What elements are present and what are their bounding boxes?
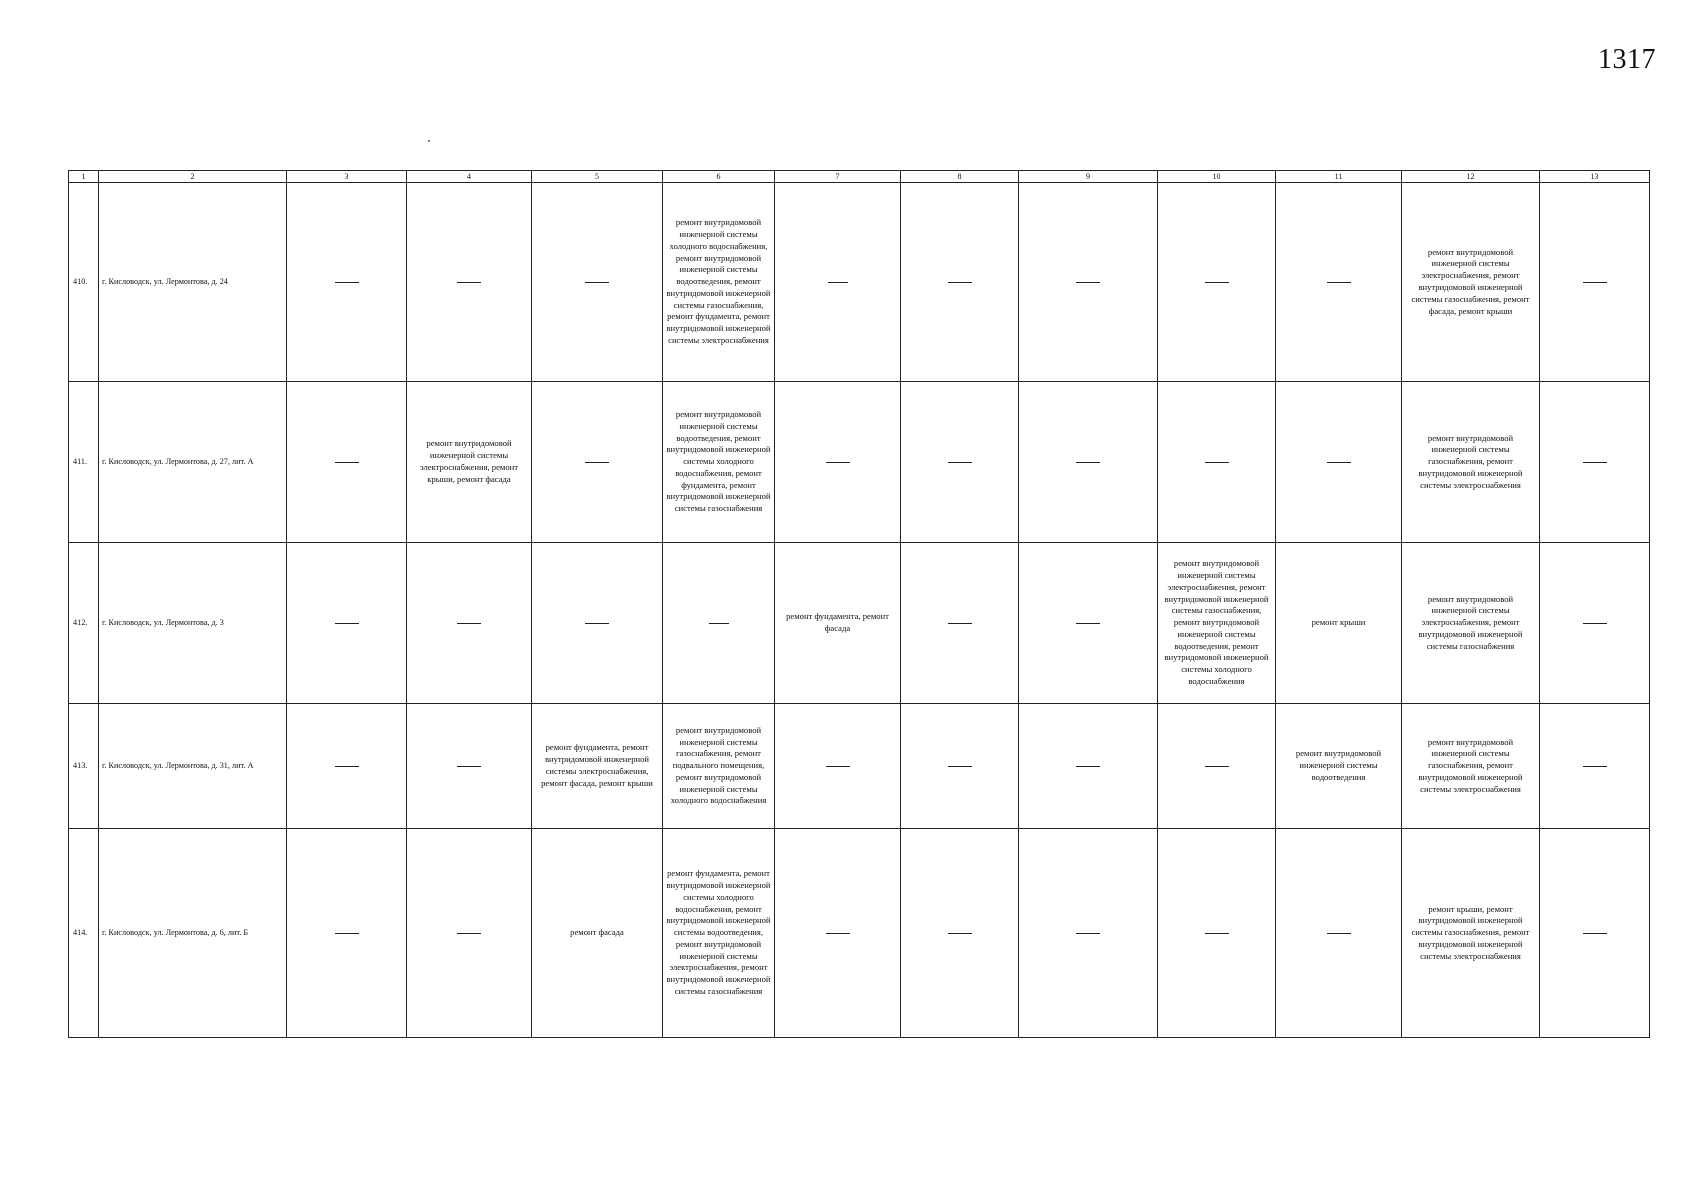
cell-c4 (407, 183, 532, 382)
cell-c12: ремонт внутридомовой инженерной системы газоснабжения, ремонт внутридомовой инженерной системы электроснабжения (1402, 704, 1540, 829)
empty-dash (948, 282, 972, 283)
cell-c9 (1019, 382, 1158, 543)
cell-c6 (663, 543, 775, 704)
cell-c5 (532, 183, 663, 382)
empty-dash (1583, 623, 1607, 624)
cell-c9 (1019, 543, 1158, 704)
empty-dash (585, 462, 609, 463)
cell-c5 (532, 543, 663, 704)
column-header: 13 (1540, 171, 1650, 183)
cell-c10 (1158, 829, 1276, 1038)
cell-c4 (407, 704, 532, 829)
row-address: г. Кисловодск, ул. Лермонтова, д. 6, лит. Б (99, 829, 287, 1038)
empty-dash (335, 623, 359, 624)
empty-dash (1076, 462, 1100, 463)
empty-dash (1205, 282, 1229, 283)
column-header: 9 (1019, 171, 1158, 183)
empty-dash (1583, 766, 1607, 767)
cell-c9 (1019, 183, 1158, 382)
empty-dash (335, 282, 359, 283)
empty-dash (457, 933, 481, 934)
cell-c7 (775, 704, 901, 829)
scan-speck (428, 140, 430, 142)
header-row (69, 171, 1650, 183)
column-header: 2 (99, 171, 287, 183)
column-header: 10 (1158, 171, 1276, 183)
cell-c10 (1158, 704, 1276, 829)
cell-c12: ремонт внутридомовой инженерной системы газоснабжения, ремонт внутридомовой инженерной системы электроснабжения (1402, 382, 1540, 543)
empty-dash (457, 623, 481, 624)
cell-c12: ремонт внутридомовой инженерной системы электроснабжения, ремонт внутридомовой инженерной системы газоснабжения (1402, 543, 1540, 704)
empty-dash (1583, 462, 1607, 463)
table-row (69, 382, 1650, 543)
empty-dash (457, 282, 481, 283)
cell-c8 (901, 543, 1019, 704)
cell-c12: ремонт внутридомовой инженерной системы электроснабжения, ремонт внутридомовой инженерной системы газоснабжения, ремонт фасада, ремонт крыши (1402, 183, 1540, 382)
empty-dash (1076, 623, 1100, 624)
cell-c6: ремонт внутридомовой инженерной системы водоотведения, ремонт внутридомовой инженерной системы холодного водоснабжения, ремонт фундамента, ремонт внутридомовой инженерной системы газоснабжения (663, 382, 775, 543)
table-row (69, 543, 1650, 704)
empty-dash (457, 766, 481, 767)
cell-c11 (1276, 829, 1402, 1038)
cell-c8 (901, 704, 1019, 829)
empty-dash (948, 623, 972, 624)
cell-c8 (901, 183, 1019, 382)
row-number: 410. (69, 183, 99, 382)
row-address: г. Кисловодск, ул. Лермонтова, д. 3 (99, 543, 287, 704)
cell-c7: ремонт фундамента, ремонт фасада (775, 543, 901, 704)
cell-c3 (287, 829, 407, 1038)
empty-dash (1327, 462, 1351, 463)
row-address: г. Кисловодск, ул. Лермонтова, д. 24 (99, 183, 287, 382)
column-header: 12 (1402, 171, 1540, 183)
empty-dash (948, 766, 972, 767)
cell-c12: ремонт крыши, ремонт внутридомовой инженерной системы газоснабжения, ремонт внутридомовой инженерной системы электроснабжения (1402, 829, 1540, 1038)
column-header: 8 (901, 171, 1019, 183)
empty-dash (1583, 933, 1607, 934)
empty-dash (1076, 282, 1100, 283)
table-row (69, 829, 1650, 1038)
empty-dash (585, 623, 609, 624)
empty-dash (585, 282, 609, 283)
cell-c3 (287, 704, 407, 829)
cell-c7 (775, 183, 901, 382)
cell-c13 (1540, 829, 1650, 1038)
empty-dash (948, 933, 972, 934)
empty-dash (948, 462, 972, 463)
repair-schedule-table (68, 170, 1650, 1038)
empty-dash (1583, 282, 1607, 283)
cell-c6: ремонт внутридомовой инженерной системы газоснабжения, ремонт подвального помещения, ремонт внутридомовой инженерной системы холодного водоснабжения (663, 704, 775, 829)
cell-c10 (1158, 382, 1276, 543)
cell-c11: ремонт внутридомовой инженерной системы водоотведения (1276, 704, 1402, 829)
cell-c6: ремонт фундамента, ремонт внутридомовой инженерной системы холодного водоснабжения, ремонт внутридомовой инженерной системы водоотведения, ремонт внутридомовой инженерной системы электроснабжения, ремонт внутридомовой инженерной системы газоснабжения (663, 829, 775, 1038)
empty-dash (826, 462, 850, 463)
page-number: 1317 (1598, 44, 1656, 75)
empty-dash (1076, 766, 1100, 767)
empty-dash (335, 462, 359, 463)
cell-c13 (1540, 704, 1650, 829)
empty-dash (709, 623, 729, 624)
cell-c4: ремонт внутридомовой инженерной системы электроснабжения, ремонт крыши, ремонт фасада (407, 382, 532, 543)
cell-c10 (1158, 183, 1276, 382)
table-row (69, 704, 1650, 829)
row-number: 412. (69, 543, 99, 704)
cell-c10: ремонт внутридомовой инженерной системы электроснабжения, ремонт внутридомовой инженерной системы газоснабжения, ремонт внутридомовой инженерной системы водоотведения, ремонт внутридомовой инженерной системы холодного водоснабжения (1158, 543, 1276, 704)
column-header: 4 (407, 171, 532, 183)
column-header: 1 (69, 171, 99, 183)
cell-c13 (1540, 543, 1650, 704)
cell-c13 (1540, 382, 1650, 543)
cell-c7 (775, 829, 901, 1038)
table-row (69, 183, 1650, 382)
cell-c5: ремонт фундамента, ремонт внутридомовой инженерной системы электроснабжения, ремонт фасада, ремонт крыши (532, 704, 663, 829)
empty-dash (1327, 933, 1351, 934)
empty-dash (1327, 282, 1351, 283)
row-address: г. Кисловодск, ул. Лермонтова, д. 27, лит. А (99, 382, 287, 543)
cell-c8 (901, 382, 1019, 543)
column-header: 11 (1276, 171, 1402, 183)
empty-dash (1205, 462, 1229, 463)
row-address: г. Кисловодск, ул. Лермонтова, д. 31, лит. А (99, 704, 287, 829)
column-header: 5 (532, 171, 663, 183)
cell-c6: ремонт внутридомовой инженерной системы холодного водоснабжения, ремонт внутридомовой инженерной системы водоотведения, ремонт внутридомовой инженерной системы газоснабжения, ремонт фундамента, ремонт внутридомовой инженерной системы электроснабжения (663, 183, 775, 382)
cell-c11: ремонт крыши (1276, 543, 1402, 704)
empty-dash (1076, 933, 1100, 934)
cell-c3 (287, 183, 407, 382)
cell-c13 (1540, 183, 1650, 382)
empty-dash (1205, 933, 1229, 934)
empty-dash (828, 282, 848, 283)
empty-dash (826, 766, 850, 767)
empty-dash (826, 933, 850, 934)
empty-dash (1205, 766, 1229, 767)
cell-c5 (532, 382, 663, 543)
cell-c5: ремонт фасада (532, 829, 663, 1038)
column-header: 7 (775, 171, 901, 183)
row-number: 411. (69, 382, 99, 543)
cell-c4 (407, 543, 532, 704)
cell-c8 (901, 829, 1019, 1038)
column-header: 6 (663, 171, 775, 183)
cell-c7 (775, 382, 901, 543)
cell-c9 (1019, 829, 1158, 1038)
row-number: 413. (69, 704, 99, 829)
empty-dash (335, 933, 359, 934)
column-header: 3 (287, 171, 407, 183)
cell-c11 (1276, 382, 1402, 543)
cell-c4 (407, 829, 532, 1038)
cell-c11 (1276, 183, 1402, 382)
cell-c3 (287, 543, 407, 704)
empty-dash (335, 766, 359, 767)
row-number: 414. (69, 829, 99, 1038)
cell-c3 (287, 382, 407, 543)
cell-c9 (1019, 704, 1158, 829)
